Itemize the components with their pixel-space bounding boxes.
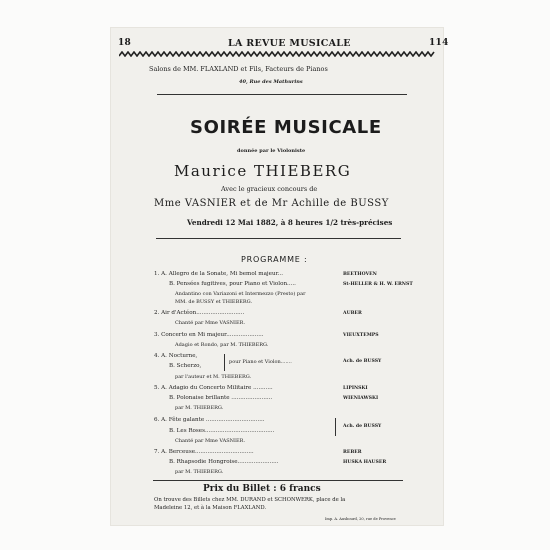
programme-line: MM. de BUSSY et THIEBERG. [175,299,253,305]
composer: REBER [343,450,362,455]
composer: Ach. de BUSSY [343,424,382,429]
assistance-line: Avec le gracieux concours de [221,185,318,193]
brace [222,354,225,371]
programme-line: B. Polonaise brillante ....................... [169,395,273,401]
programme-line: par M. THIEBERG. [175,469,224,475]
ticket-info: On trouve des Billets chez MM. DURAND et SCHONWERK, place de la [154,497,346,503]
programme-line: B. Pensées fugitives, pour Piano et Violon..... [169,281,296,287]
ticket-price: Prix du Billet : 6 francs [203,484,321,494]
composer: BEETHOVEN [343,272,377,277]
programme-line: 4. A. Nocturne, [154,353,198,359]
venue-address: 40, Rue des Mathurins [239,79,303,85]
programme-rule [153,480,403,481]
programme-line: par l'auteur et M. THIEBERG. [175,374,252,380]
programme-line: 3. Concerto en Mi majeur..................... [154,332,264,338]
programme-page [111,28,449,525]
brace [333,418,336,436]
programme-line: 1. A. Allegro de la Sonate, Mi bemol majeur... [154,271,283,277]
composer: AUBER [343,311,362,316]
composer: HUSKA HAUSER [343,460,387,465]
programme-line: Adagio et Rondo, par M. THIEBERG. [175,342,269,348]
programme-line: 2. Air d'Actéon........................... [154,310,245,316]
composer: St-HELLER & H. W. ERNST [343,282,413,287]
programme-line: 6. A. Fête galante ................................. [154,417,265,423]
programme-line: Chanté par Mme VASNIER. [175,438,246,444]
programme-line: par M. THIEBERG. [175,405,224,411]
masthead-rule [157,94,407,95]
guest-performers: Mme VASNIER et de Mr Achille de BUSSY [154,198,389,209]
programme-line: B. Scherzo, [169,363,202,369]
decorative-zigzag-rule [119,51,435,57]
ticket-info: Madeleine 12, et à la Maison FLAXLAND. [154,505,267,511]
page-number-left: 18 [118,38,132,48]
imprint: Imp. A. Ausbourd, 20, rue de Provence [325,517,396,521]
programme-line: B. Rhapsodie Hongroise....................... [169,459,279,465]
programme-line: 7. A. Berceuse................................. [154,449,254,455]
composer: LIPINSKI [343,386,368,391]
performer-name: Maurice THIEBERG [174,162,352,180]
programme-line: pour Piano et Violon....... [229,359,292,365]
programme-line: Chanté par Mme VASNIER. [175,320,246,326]
event-date: Vendredi 12 Mai 1882, à 8 heures 1/2 très-précises [187,218,393,227]
composer: VIEUXTEMPS [343,333,379,338]
event-title: SOIRÉE MUSICALE [190,117,382,138]
programme-heading: PROGRAMME : [241,255,308,264]
composer: WIENIAWSKI [343,396,379,401]
title-rule [156,238,401,239]
journal-title: LA REVUE MUSICALE [228,38,351,49]
composer: Ach. de BUSSY [343,359,382,364]
page-number-right: 114 [429,38,449,48]
programme-line: B. Les Roses....................................... [169,428,275,434]
event-given-by: donnée par le Violoniste [237,148,306,154]
venue-line: Salons de MM. FLAXLAND et Fils, Facteurs de Pianos [149,65,328,73]
programme-line: 5. A. Adagio du Concerto Militaire ........... [154,385,273,391]
programme-line: Andantino con Variazoni et Intermezzo (Presto) par [175,291,306,297]
